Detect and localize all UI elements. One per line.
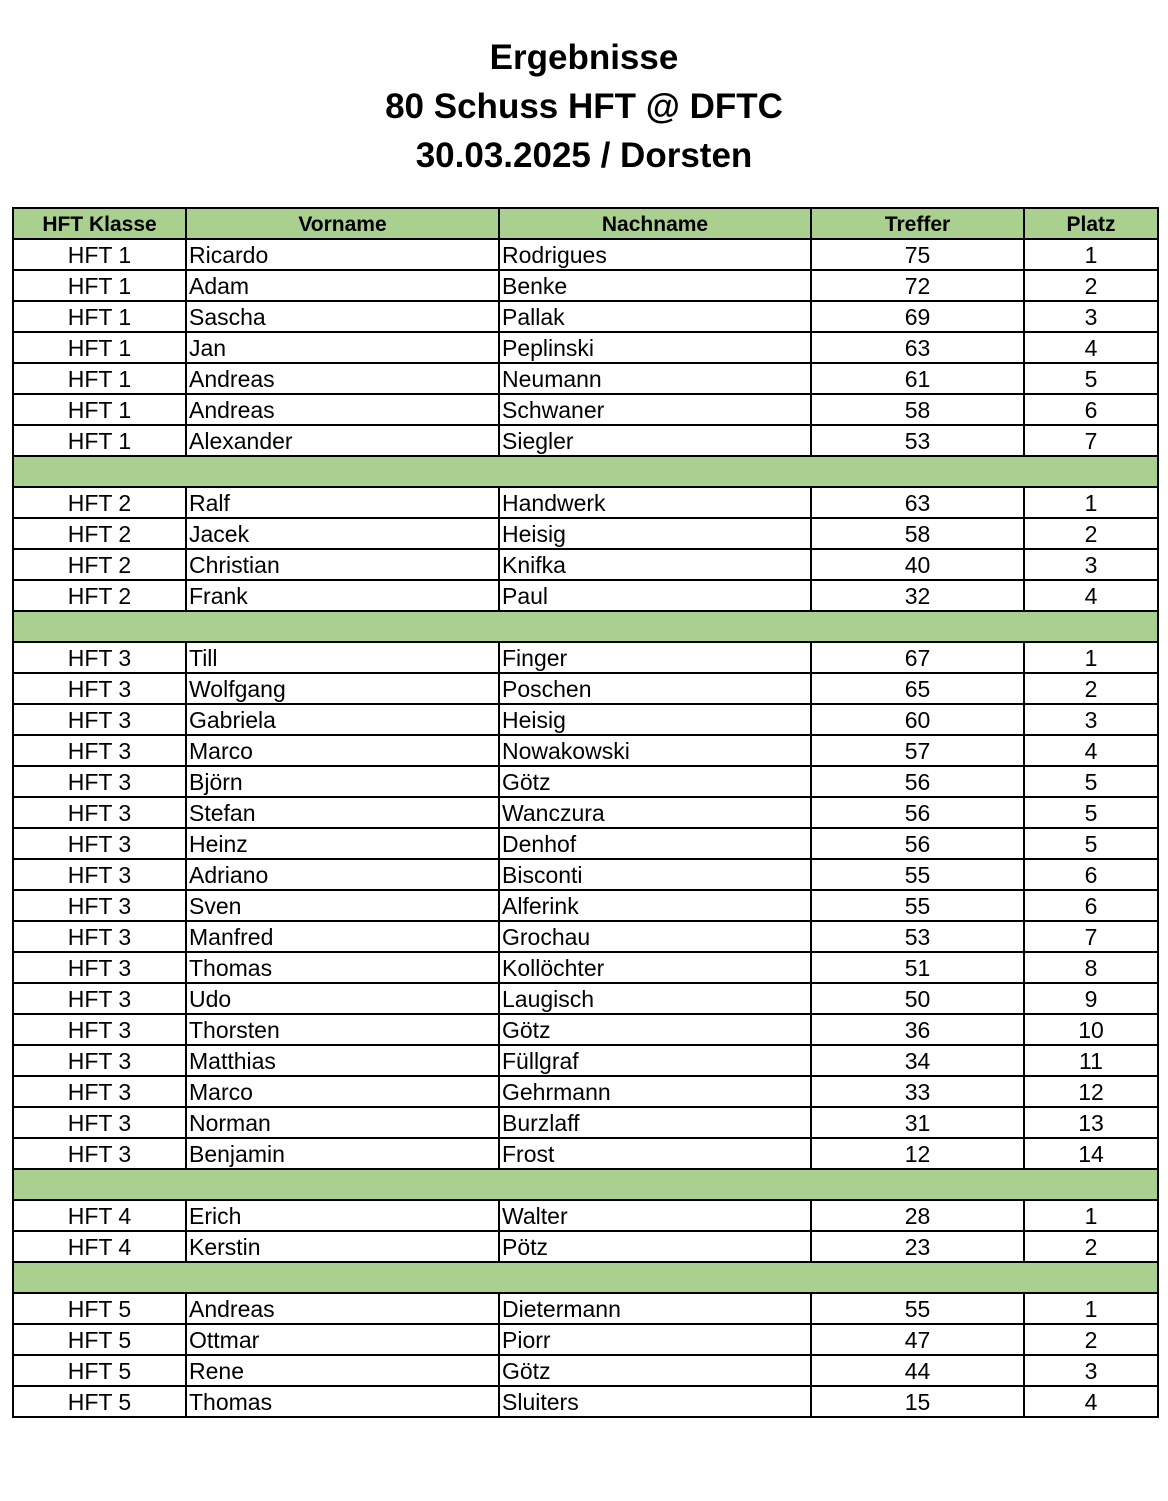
table-row [13,983,1158,1014]
cell-treffer: 56 [811,766,1024,797]
table-row [13,1386,1158,1417]
cell-hft-klasse: HFT 3 [13,1045,186,1076]
cell-hft-klasse: HFT 1 [13,332,186,363]
cell-hft-klasse: HFT 1 [13,363,186,394]
cell-treffer: 75 [811,239,1024,270]
table-row [13,394,1158,425]
cell-platz: 5 [1024,797,1158,828]
cell-nachname: Götz [499,766,811,797]
cell-nachname: Paul [499,580,811,611]
cell-nachname: Bisconti [499,859,811,890]
cell-vorname: Andreas [186,1293,499,1324]
cell-vorname: Thomas [186,952,499,983]
title-line-3: 30.03.2025 / Dorsten [415,136,753,175]
cell-vorname: Adriano [186,859,499,890]
cell-treffer: 44 [811,1355,1024,1386]
cell-hft-klasse: HFT 2 [13,487,186,518]
header-nachname: Nachname [499,208,811,239]
cell-platz: 2 [1024,270,1158,301]
cell-vorname: Wolfgang [186,673,499,704]
cell-nachname: Dietermann [499,1293,811,1324]
table-row [13,797,1158,828]
cell-platz: 14 [1024,1138,1158,1169]
title-line-1: Ergebnisse [489,38,679,77]
table-row [13,735,1158,766]
cell-treffer: 36 [811,1014,1024,1045]
cell-platz: 5 [1024,363,1158,394]
cell-platz: 1 [1024,239,1158,270]
cell-vorname: Ricardo [186,239,499,270]
cell-platz: 4 [1024,580,1158,611]
cell-nachname: Pötz [499,1231,811,1262]
cell-nachname: Finger [499,642,811,673]
cell-nachname: Laugisch [499,983,811,1014]
cell-vorname: Jacek [186,518,499,549]
table-row [13,1293,1158,1324]
cell-treffer: 31 [811,1107,1024,1138]
cell-treffer: 55 [811,890,1024,921]
cell-vorname: Jan [186,332,499,363]
cell-treffer: 58 [811,394,1024,425]
cell-platz: 8 [1024,952,1158,983]
table-row [13,270,1158,301]
cell-hft-klasse: HFT 3 [13,1014,186,1045]
cell-hft-klasse: HFT 5 [13,1324,186,1355]
cell-treffer: 55 [811,859,1024,890]
cell-treffer: 65 [811,673,1024,704]
cell-nachname: Nowakowski [499,735,811,766]
cell-vorname: Christian [186,549,499,580]
cell-nachname: Walter [499,1200,811,1231]
cell-vorname: Gabriela [186,704,499,735]
table-row [13,828,1158,859]
cell-treffer: 53 [811,425,1024,456]
table-row [13,363,1158,394]
cell-nachname: Sluiters [499,1386,811,1417]
cell-vorname: Sven [186,890,499,921]
cell-hft-klasse: HFT 3 [13,766,186,797]
cell-platz: 7 [1024,921,1158,952]
cell-treffer: 53 [811,921,1024,952]
separator-cell [13,611,1158,642]
cell-treffer: 50 [811,983,1024,1014]
cell-nachname: Schwaner [499,394,811,425]
table-row [13,921,1158,952]
cell-nachname: Benke [499,270,811,301]
cell-platz: 4 [1024,1386,1158,1417]
cell-nachname: Pallak [499,301,811,332]
header-hft-klasse: HFT Klasse [13,208,186,239]
cell-hft-klasse: HFT 3 [13,735,186,766]
table-row [13,1107,1158,1138]
cell-treffer: 15 [811,1386,1024,1417]
cell-platz: 2 [1024,673,1158,704]
cell-treffer: 47 [811,1324,1024,1355]
cell-platz: 2 [1024,518,1158,549]
cell-platz: 1 [1024,642,1158,673]
cell-hft-klasse: HFT 3 [13,983,186,1014]
table-row [13,425,1158,456]
cell-vorname: Norman [186,1107,499,1138]
group-separator [13,611,1158,642]
cell-nachname: Rodrigues [499,239,811,270]
cell-nachname: Kollöchter [499,952,811,983]
cell-vorname: Erich [186,1200,499,1231]
cell-treffer: 72 [811,270,1024,301]
table-row [13,1355,1158,1386]
table-row [13,549,1158,580]
cell-treffer: 23 [811,1231,1024,1262]
cell-hft-klasse: HFT 4 [13,1200,186,1231]
cell-vorname: Andreas [186,363,499,394]
cell-hft-klasse: HFT 3 [13,952,186,983]
cell-vorname: Ottmar [186,1324,499,1355]
cell-hft-klasse: HFT 3 [13,642,186,673]
cell-nachname: Heisig [499,704,811,735]
cell-platz: 6 [1024,859,1158,890]
cell-vorname: Thorsten [186,1014,499,1045]
cell-vorname: Ralf [186,487,499,518]
cell-vorname: Stefan [186,797,499,828]
cell-hft-klasse: HFT 2 [13,549,186,580]
cell-hft-klasse: HFT 1 [13,301,186,332]
header-vorname: Vorname [186,208,499,239]
cell-vorname: Benjamin [186,1138,499,1169]
cell-nachname: Gehrmann [499,1076,811,1107]
cell-platz: 11 [1024,1045,1158,1076]
cell-platz: 13 [1024,1107,1158,1138]
cell-nachname: Heisig [499,518,811,549]
cell-platz: 2 [1024,1324,1158,1355]
table-row [13,704,1158,735]
cell-hft-klasse: HFT 1 [13,394,186,425]
cell-vorname: Thomas [186,1386,499,1417]
cell-vorname: Adam [186,270,499,301]
cell-treffer: 56 [811,797,1024,828]
cell-platz: 4 [1024,735,1158,766]
cell-platz: 3 [1024,1355,1158,1386]
cell-nachname: Wanczura [499,797,811,828]
cell-treffer: 34 [811,1045,1024,1076]
table-row [13,487,1158,518]
header-row [13,208,1158,239]
cell-vorname: Kerstin [186,1231,499,1262]
table-row [13,239,1158,270]
cell-platz: 2 [1024,1231,1158,1262]
cell-treffer: 67 [811,642,1024,673]
group-separator [13,1262,1158,1293]
table-row [13,1014,1158,1045]
cell-hft-klasse: HFT 3 [13,1076,186,1107]
cell-nachname: Götz [499,1014,811,1045]
header-treffer: Treffer [811,208,1024,239]
cell-hft-klasse: HFT 1 [13,270,186,301]
cell-treffer: 32 [811,580,1024,611]
table-row [13,1076,1158,1107]
cell-vorname: Marco [186,1076,499,1107]
cell-hft-klasse: HFT 5 [13,1293,186,1324]
cell-hft-klasse: HFT 5 [13,1386,186,1417]
table-row [13,1231,1158,1262]
cell-treffer: 69 [811,301,1024,332]
cell-nachname: Füllgraf [499,1045,811,1076]
cell-vorname: Björn [186,766,499,797]
cell-treffer: 60 [811,704,1024,735]
cell-vorname: Manfred [186,921,499,952]
cell-treffer: 63 [811,487,1024,518]
cell-hft-klasse: HFT 2 [13,580,186,611]
table-row [13,673,1158,704]
cell-nachname: Alferink [499,890,811,921]
cell-hft-klasse: HFT 1 [13,425,186,456]
cell-hft-klasse: HFT 3 [13,921,186,952]
cell-nachname: Frost [499,1138,811,1169]
cell-vorname: Frank [186,580,499,611]
group-separator [13,456,1158,487]
cell-vorname: Sascha [186,301,499,332]
cell-hft-klasse: HFT 3 [13,1107,186,1138]
cell-platz: 7 [1024,425,1158,456]
cell-nachname: Siegler [499,425,811,456]
cell-nachname: Neumann [499,363,811,394]
table-row [13,859,1158,890]
cell-hft-klasse: HFT 3 [13,859,186,890]
table-row [13,580,1158,611]
cell-treffer: 51 [811,952,1024,983]
table-row [13,332,1158,363]
cell-platz: 1 [1024,487,1158,518]
separator-cell [13,456,1158,487]
cell-vorname: Heinz [186,828,499,859]
cell-nachname: Götz [499,1355,811,1386]
cell-vorname: Alexander [186,425,499,456]
cell-nachname: Burzlaff [499,1107,811,1138]
cell-treffer: 63 [811,332,1024,363]
cell-hft-klasse: HFT 3 [13,704,186,735]
cell-treffer: 58 [811,518,1024,549]
cell-vorname: Matthias [186,1045,499,1076]
cell-platz: 9 [1024,983,1158,1014]
cell-platz: 10 [1024,1014,1158,1045]
table-row [13,1324,1158,1355]
cell-treffer: 57 [811,735,1024,766]
cell-nachname: Handwerk [499,487,811,518]
table-row [13,766,1158,797]
cell-platz: 3 [1024,301,1158,332]
cell-platz: 6 [1024,890,1158,921]
cell-treffer: 56 [811,828,1024,859]
cell-vorname: Rene [186,1355,499,1386]
cell-hft-klasse: HFT 3 [13,890,186,921]
cell-treffer: 40 [811,549,1024,580]
cell-treffer: 33 [811,1076,1024,1107]
table-row [13,301,1158,332]
cell-platz: 1 [1024,1293,1158,1324]
cell-platz: 1 [1024,1200,1158,1231]
cell-platz: 5 [1024,828,1158,859]
cell-hft-klasse: HFT 2 [13,518,186,549]
document-title [0,33,1168,180]
cell-nachname: Knifka [499,549,811,580]
header-platz: Platz [1024,208,1158,239]
table-row [13,952,1158,983]
cell-vorname: Marco [186,735,499,766]
cell-treffer: 12 [811,1138,1024,1169]
table-row [13,518,1158,549]
cell-hft-klasse: HFT 3 [13,673,186,704]
table-row [13,890,1158,921]
cell-platz: 3 [1024,549,1158,580]
cell-treffer: 28 [811,1200,1024,1231]
cell-treffer: 61 [811,363,1024,394]
results-table [12,207,1159,1418]
cell-platz: 4 [1024,332,1158,363]
cell-hft-klasse: HFT 5 [13,1355,186,1386]
table-row [13,642,1158,673]
separator-cell [13,1169,1158,1200]
group-separator [13,1169,1158,1200]
table-row [13,1138,1158,1169]
separator-cell [13,1262,1158,1293]
cell-hft-klasse: HFT 4 [13,1231,186,1262]
cell-treffer: 55 [811,1293,1024,1324]
cell-nachname: Poschen [499,673,811,704]
table-row [13,1200,1158,1231]
cell-hft-klasse: HFT 3 [13,828,186,859]
cell-vorname: Till [186,642,499,673]
table-row [13,1045,1158,1076]
cell-nachname: Piorr [499,1324,811,1355]
title-line-2: 80 Schuss HFT @ DFTC [385,87,783,126]
cell-platz: 12 [1024,1076,1158,1107]
results-body [13,239,1158,1417]
cell-vorname: Udo [186,983,499,1014]
cell-platz: 5 [1024,766,1158,797]
cell-nachname: Grochau [499,921,811,952]
cell-hft-klasse: HFT 3 [13,1138,186,1169]
cell-nachname: Peplinski [499,332,811,363]
cell-platz: 3 [1024,704,1158,735]
cell-hft-klasse: HFT 1 [13,239,186,270]
cell-hft-klasse: HFT 3 [13,797,186,828]
cell-vorname: Andreas [186,394,499,425]
cell-nachname: Denhof [499,828,811,859]
cell-platz: 6 [1024,394,1158,425]
